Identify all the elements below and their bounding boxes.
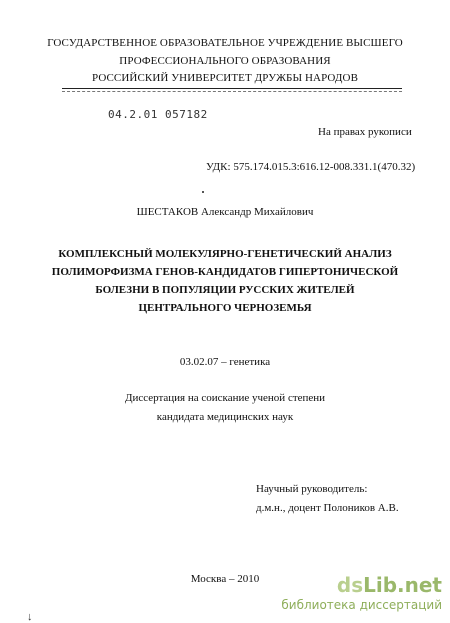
watermark-brand-prefix: ds: [336, 573, 364, 597]
watermark-subtitle: библиотека диссертаций: [281, 598, 442, 612]
dissertation-title-line-1: КОМПЛЕКСНЫЙ МОЛЕКУЛЯРНО-ГЕНЕТИЧЕСКИЙ АНАЛИЗ: [58, 248, 392, 260]
dissertation-title-line-3: БОЛЕЗНИ В ПОПУЛЯЦИИ РУССКИХ ЖИТЕЛЕЙ: [95, 284, 355, 296]
registration-stamp: 04.2.01 057182: [108, 108, 208, 121]
header-institution-line-2: ПРОФЕССИОНАЛЬНОГО ОБРАЗОВАНИЯ: [119, 55, 331, 67]
header-university-name: РОССИЙСКИЙ УНИВЕРСИТЕТ ДРУЖБЫ НАРОДОВ: [91, 72, 359, 84]
supervisor-name: д.м.н., доцент Полоников А.В.: [256, 502, 399, 514]
degree-line-2: кандидата медицинских наук: [156, 411, 294, 423]
watermark-brand-suffix: Lib.net: [363, 573, 442, 597]
corner-tick-mark: ↓: [27, 611, 33, 623]
place-and-year: Москва – 2010: [190, 573, 260, 585]
header-rule-dashed: [62, 91, 402, 92]
header-institution-line-1: ГОСУДАРСТВЕННОЕ ОБРАЗОВАТЕЛЬНОЕ УЧРЕЖДЕНИЕ ВЫСШЕГО: [47, 37, 403, 49]
degree-line-1: Диссертация на соискание ученой степени: [124, 392, 326, 404]
supervisor-label: Научный руководитель:: [256, 483, 368, 495]
watermark-logo: [281, 574, 442, 596]
manuscript-rights-note: На правах рукописи: [318, 126, 412, 138]
dissertation-title-line-2: ПОЛИМОРФИЗМА ГЕНОВ-КАНДИДАТОВ ГИПЕРТОНИЧЕСКОЙ: [51, 266, 399, 278]
udc-code: УДК: 575.174.015.3:616.12-008.331.1(470.32): [206, 161, 416, 173]
author-name: ШЕСТАКОВ Александр Михайлович: [136, 206, 314, 218]
speck-mark: [202, 191, 204, 193]
specialty-code: 03.02.07 – генетика: [179, 356, 271, 368]
header-rule: [62, 88, 402, 89]
dslib-watermark: [281, 574, 442, 612]
dissertation-title-line-4: ЦЕНТРАЛЬНОГО ЧЕРНОЗЕМЬЯ: [138, 302, 312, 314]
